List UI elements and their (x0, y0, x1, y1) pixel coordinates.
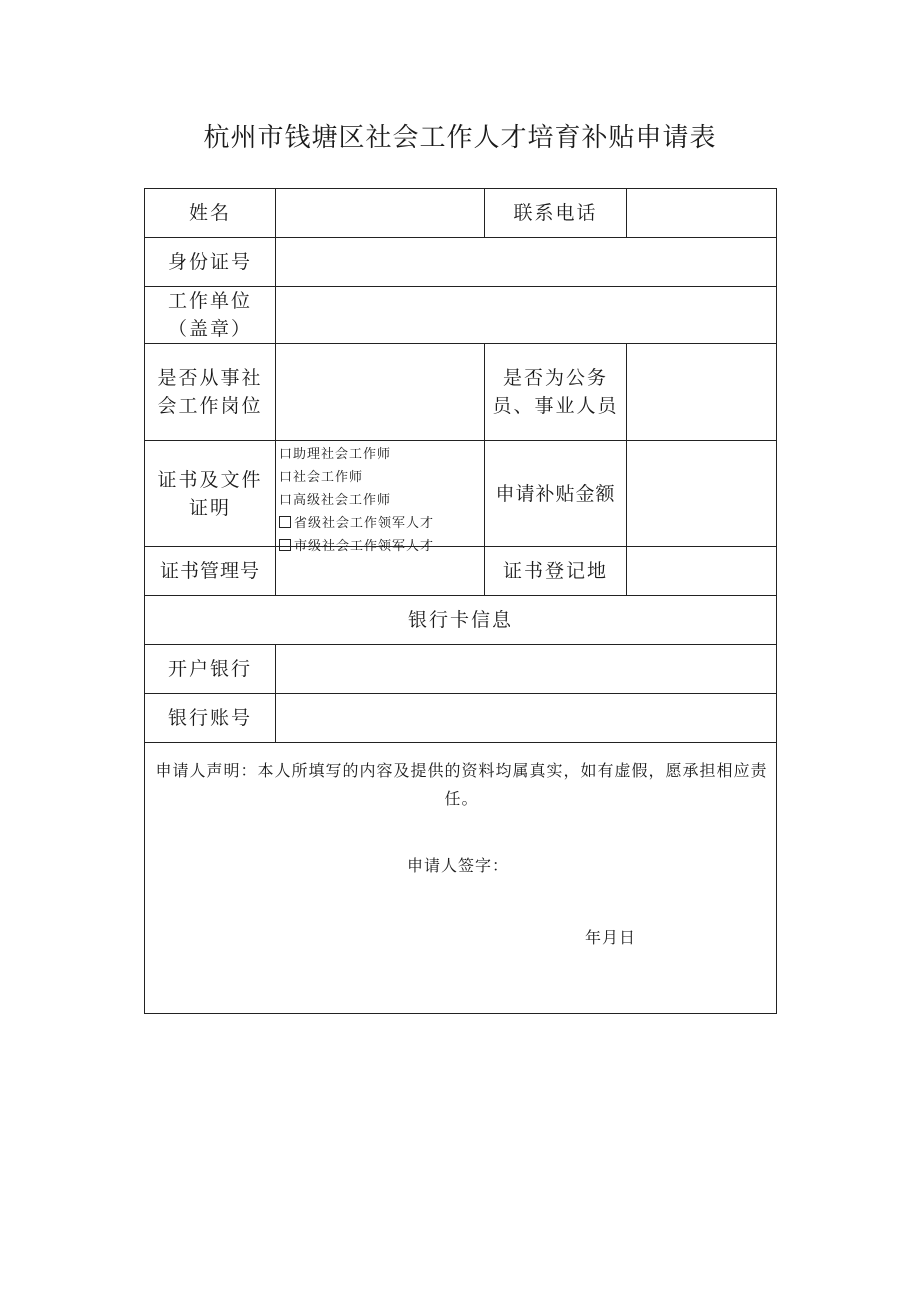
certificate-option[interactable] (279, 512, 484, 535)
name-field[interactable] (276, 189, 485, 238)
declaration-statement: 申请人声明：本人所填写的内容及提供的资料均属真实，如有虚假，愿承担相应责任。 (155, 761, 768, 808)
row-id-number (145, 238, 777, 287)
phone-field[interactable] (627, 189, 777, 238)
row-declaration (145, 743, 777, 1014)
certificate-option[interactable] (279, 443, 484, 466)
certificate-options-cell (276, 441, 485, 554)
certificate-option-label: 高级社会工作师 (293, 493, 392, 508)
id-number-field[interactable] (276, 238, 777, 287)
employer-label-line2: （盖章） (167, 318, 252, 340)
civil-servant-field[interactable] (627, 344, 777, 441)
declaration-cell (145, 743, 777, 1014)
row-bank-name (145, 645, 777, 694)
social-work-post-label: 是否从事社会工作岗位 (145, 344, 276, 441)
signature-label: 申请人签字： (407, 856, 510, 875)
name-label: 姓名 (145, 189, 276, 238)
row-certificate (145, 441, 777, 547)
bank-section-header: 银行卡信息 (145, 596, 777, 645)
checkbox-mark[interactable]: 口 (279, 493, 294, 508)
employer-field[interactable] (276, 287, 777, 344)
checkbox-mark[interactable]: 口 (279, 447, 294, 462)
row-post-status (145, 344, 777, 441)
row-employer (145, 287, 777, 344)
cert-reg-place-label: 证书登记地 (485, 547, 627, 596)
cert-mgmt-no-label: 证书管理号 (145, 547, 276, 596)
row-bank-header (145, 596, 777, 645)
bank-account-label: 银行账号 (145, 694, 276, 743)
checkbox-mark[interactable]: 口 (279, 470, 294, 485)
checkbox-icon[interactable] (279, 539, 291, 551)
certificate-option-label: 助理社会工作师 (293, 447, 392, 462)
employer-label-line1: 工作单位 (167, 290, 252, 312)
phone-label: 联系电话 (485, 189, 627, 238)
bank-account-field[interactable] (276, 694, 777, 743)
certificate-option-label: 市级社会工作领军人才 (294, 539, 435, 554)
certificate-option-label: 社会工作师 (293, 470, 364, 485)
certificate-option-label: 省级社会工作领军人才 (294, 516, 435, 531)
certificate-option[interactable] (279, 489, 484, 512)
certificate-option[interactable] (279, 466, 484, 489)
employer-label (145, 287, 276, 344)
social-work-post-field[interactable] (276, 344, 485, 441)
subsidy-amount-field[interactable] (627, 441, 777, 547)
row-name-phone (145, 189, 777, 238)
row-cert-info (145, 547, 777, 596)
bank-name-field[interactable] (276, 645, 777, 694)
checkbox-icon[interactable] (279, 516, 291, 528)
bank-name-label: 开户银行 (145, 645, 276, 694)
civil-servant-label: 是否为公务员、事业人员 (485, 344, 627, 441)
application-form-table (144, 188, 777, 1014)
subsidy-amount-label: 申请补贴金额 (485, 441, 627, 547)
form-title: 杭州市钱塘区社会工作人才培育补贴申请表 (203, 123, 717, 153)
certificate-options-list (276, 441, 484, 554)
cert-reg-place-field[interactable] (627, 547, 777, 596)
id-number-label: 身份证号 (145, 238, 276, 287)
date-label: 年月日 (585, 928, 637, 947)
certificate-label: 证书及文件证明 (145, 441, 276, 547)
row-bank-account (145, 694, 777, 743)
